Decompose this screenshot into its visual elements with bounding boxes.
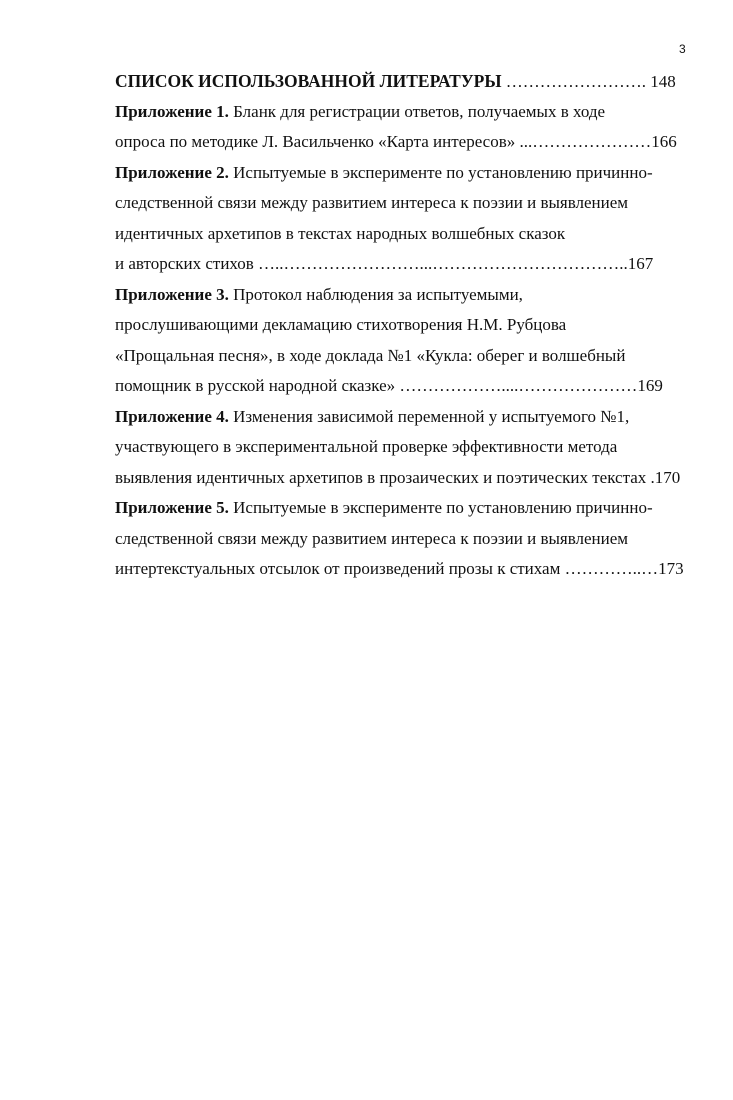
appendix-2-line-4: и авторских стихов …..……………………...……………………………..167 [115,254,654,273]
bibliography-page: 148 [650,72,676,91]
toc-entry-appendix-3 [115,280,690,311]
appendix-4-line-2: участвующего в экспериментальной проверке эффективности метода [115,437,618,456]
appendix-5-line-3: интертекстуальных отсылок от произведений прозы к стихам …………..…173 [115,559,684,578]
table-of-contents [115,66,690,585]
appendix-1-line-1: Бланк для регистрации ответов, получаемых в ходе [233,101,606,121]
bibliography-title: СПИСОК ИСПОЛЬЗОВАННОЙ ЛИТЕРАТУРЫ [115,71,502,91]
toc-entry-appendix-5 [115,493,690,524]
appendix-4-label: Приложение 4. [115,406,229,426]
appendix-2-label: Приложение 2. [115,162,229,182]
toc-entry-appendix-1 [115,97,690,128]
page-number: 3 [679,42,686,56]
appendix-5-line-1: Испытуемые в эксперименте по установлению причинно- [233,498,653,517]
appendix-2-line-3: идентичных архетипов в текстах народных волшебных сказок [115,223,566,243]
appendix-4-line-3: выявления идентичных архетипов в прозаических и поэтических текстах .170 [115,467,681,487]
appendix-2-line-1: Испытуемые в эксперименте по установлению причинно- [233,162,653,182]
appendix-3-label: Приложение 3. [115,284,229,304]
appendix-3-line-3: «Прощальная песня», в ходе доклада №1 «Кукла: оберег и волшебный [115,345,626,365]
appendix-3-line-4: помощник в русской народной сказке» ………………....…………………169 [115,376,663,395]
appendix-3-line-2: прослушивающими декламацию стихотворения Н.М. Рубцова [115,315,567,334]
appendix-5-label: Приложение 5. [115,498,229,517]
appendix-2-line-2: следственной связи между развитием интереса к поэзии и выявлением [115,193,629,212]
bibliography-dots: ……………………. [501,72,651,91]
appendix-1-line-2: опроса по методике Л. Васильченко «Карта интересов» ...…………………166 [115,132,677,151]
appendix-3-line-1: Протокол наблюдения за испытуемыми, [233,284,523,304]
appendix-4-line-1: Изменения зависимой переменной у испытуемого №1, [233,406,630,426]
toc-entry-bibliography [115,66,690,97]
toc-entry-appendix-2 [115,158,690,189]
appendix-5-line-2: следственной связи между развитием интереса к поэзии и выявлением [115,528,629,548]
toc-entry-appendix-4 [115,402,690,433]
appendix-1-label: Приложение 1. [115,101,229,121]
